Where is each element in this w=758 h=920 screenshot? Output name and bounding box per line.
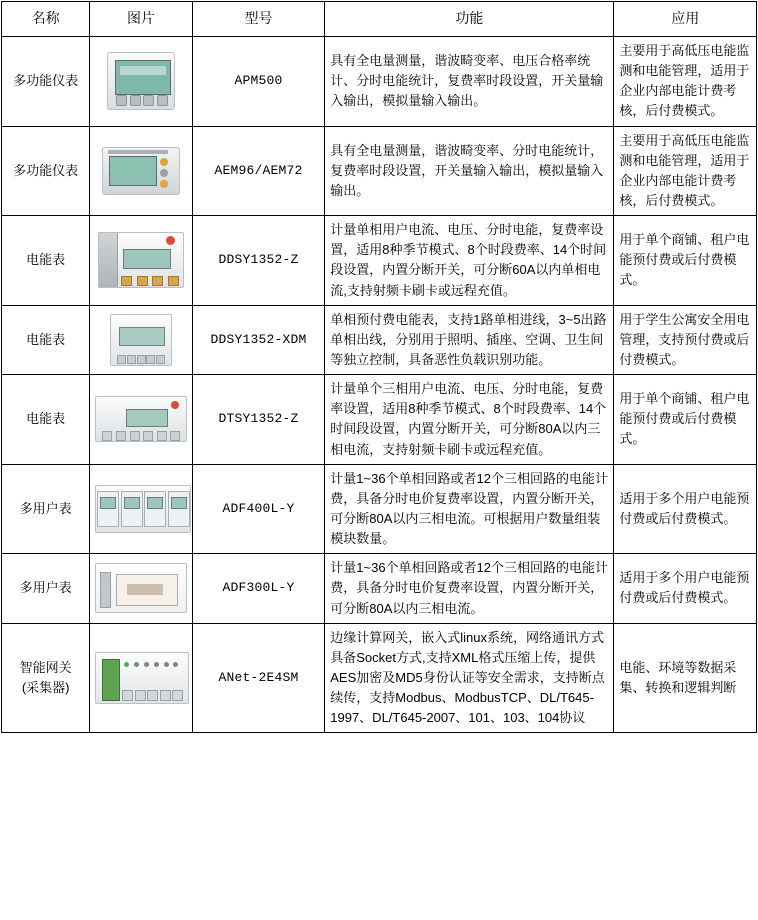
product-model: DTSY1352-Z (192, 375, 325, 465)
product-name: 电能表 (2, 305, 90, 374)
product-model: APM500 (192, 37, 325, 127)
table-row (2, 216, 757, 306)
din-rail-meter-ddsy1352z-image (98, 232, 184, 288)
product-application: 用于单个商铺、租户电能预付费或后付费模式。 (614, 375, 757, 465)
product-application: 主要用于高低压电能监测和电能管理，适用于企业内部电能计费考核，后付费模式。 (614, 37, 757, 127)
product-function: 单相预付费电能表，支持1路单相进线，3~5出路单相出线，分别用于照明、插座、空调、卫生间等独立控制，具备恶性负载识别功能。 (325, 305, 614, 374)
product-image-cell (90, 623, 192, 733)
column-header-image: 图片 (90, 2, 192, 37)
product-function: 计量单个三相用户电流、电压、分时电能，复费率设置，适用8种季节模式、8个时段费率、14个时间段设置，内置分断开关，可分断80A以内三相电流，支持射频卡刷卡或远程充值。 (325, 375, 614, 465)
product-image-cell (90, 554, 192, 623)
product-image-cell (90, 126, 192, 216)
product-function: 具有全电量测量，谐波畸变率、电压合格率统计、分时电能统计，复费率时段设置，开关量输入输出，模拟量输入输出。 (325, 37, 614, 127)
product-name: 电能表 (2, 375, 90, 465)
product-image-cell (90, 37, 192, 127)
product-model: ANet-2E4SM (192, 623, 325, 733)
product-image-cell (90, 375, 192, 465)
product-name: 多用户表 (2, 464, 90, 554)
product-model: DDSY1352-Z (192, 216, 325, 306)
product-function: 边缘计算网关，嵌入式linux系统，网络通讯方式具备Socket方式,支持XML格式压缩上传，提供AES加密及MD5身份认证等安全需求，支持断点续传，支持Modbus、ModbusTCP、DL/T645-1997、DL/T645-2007、101、103、104协议 (325, 623, 614, 733)
product-comparison-table (1, 1, 757, 733)
product-function: 具有全电量测量，谐波畸变率、分时电能统计，复费率时段设置，开关量输入输出，模拟量输入输出。 (325, 126, 614, 216)
column-header-model: 型号 (192, 2, 325, 37)
prepaid-meter-ddsy1352xdm-image (110, 314, 172, 366)
product-model: ADF300L-Y (192, 554, 325, 623)
table-row (2, 37, 757, 127)
product-image-cell (90, 305, 192, 374)
product-name: 多用户表 (2, 554, 90, 623)
table-row (2, 554, 757, 623)
product-model: AEM96/AEM72 (192, 126, 325, 216)
table-row (2, 623, 757, 733)
table-row (2, 305, 757, 374)
product-name-line2: (采集器) (21, 680, 70, 695)
column-header-name: 名称 (2, 2, 90, 37)
product-function: 计量单相用户电流、电压、分时电能，复费率设置，适用8种季节模式、8个时段费率、14个时间段设置，内置分断开关，可分断60A以内单相电流,支持射频卡刷卡或远程充值。 (325, 216, 614, 306)
product-name: 多功能仪表 (2, 37, 90, 127)
product-application: 用于单个商铺、租户电能预付费或后付费模式。 (614, 216, 757, 306)
product-name: 多功能仪表 (2, 126, 90, 216)
product-application: 适用于多个用户电能预付费或后付费模式。 (614, 464, 757, 554)
product-model: DDSY1352-XDM (192, 305, 325, 374)
gateway-anet-2e4sm-image (95, 652, 189, 704)
product-function: 计量1~36个单相回路或者12个三相回路的电能计费，具备分时电价复费率设置，内置分断开关，可分断80A以内三相电流。 (325, 554, 614, 623)
product-image-cell (90, 464, 192, 554)
product-model: ADF400L-Y (192, 464, 325, 554)
product-application: 适用于多个用户电能预付费或后付费模式。 (614, 554, 757, 623)
table-row (2, 464, 757, 554)
column-header-application: 应用 (614, 2, 757, 37)
product-function: 计量1~36个单相回路或者12个三相回路的电能计费，具备分时电价复费率设置，内置分断开关，可分断80A以内三相电流。可根据用户数量组装模块数量。 (325, 464, 614, 554)
three-phase-meter-dtsy1352z-image (95, 396, 187, 442)
product-name-line1: 智能网关 (19, 659, 72, 675)
product-application: 用于学生公寓安全用电管理，支持预付费或后付费模式。 (614, 305, 757, 374)
table-row (2, 375, 757, 465)
multi-user-meter-adf400ly-image (95, 485, 191, 533)
product-application: 电能、环境等数据采集、转换和逻辑判断 (614, 623, 757, 733)
table-header-row (2, 2, 757, 37)
column-header-function: 功能 (325, 2, 614, 37)
panel-meter-apm500-image (107, 52, 175, 110)
product-name: 电能表 (2, 216, 90, 306)
multi-user-meter-adf300ly-image (95, 563, 187, 613)
table-row (2, 126, 757, 216)
product-application: 主要用于高低压电能监测和电能管理，适用于企业内部电能计费考核，后付费模式。 (614, 126, 757, 216)
product-name (2, 623, 90, 733)
panel-meter-aem96-image (102, 147, 180, 195)
product-image-cell (90, 216, 192, 306)
